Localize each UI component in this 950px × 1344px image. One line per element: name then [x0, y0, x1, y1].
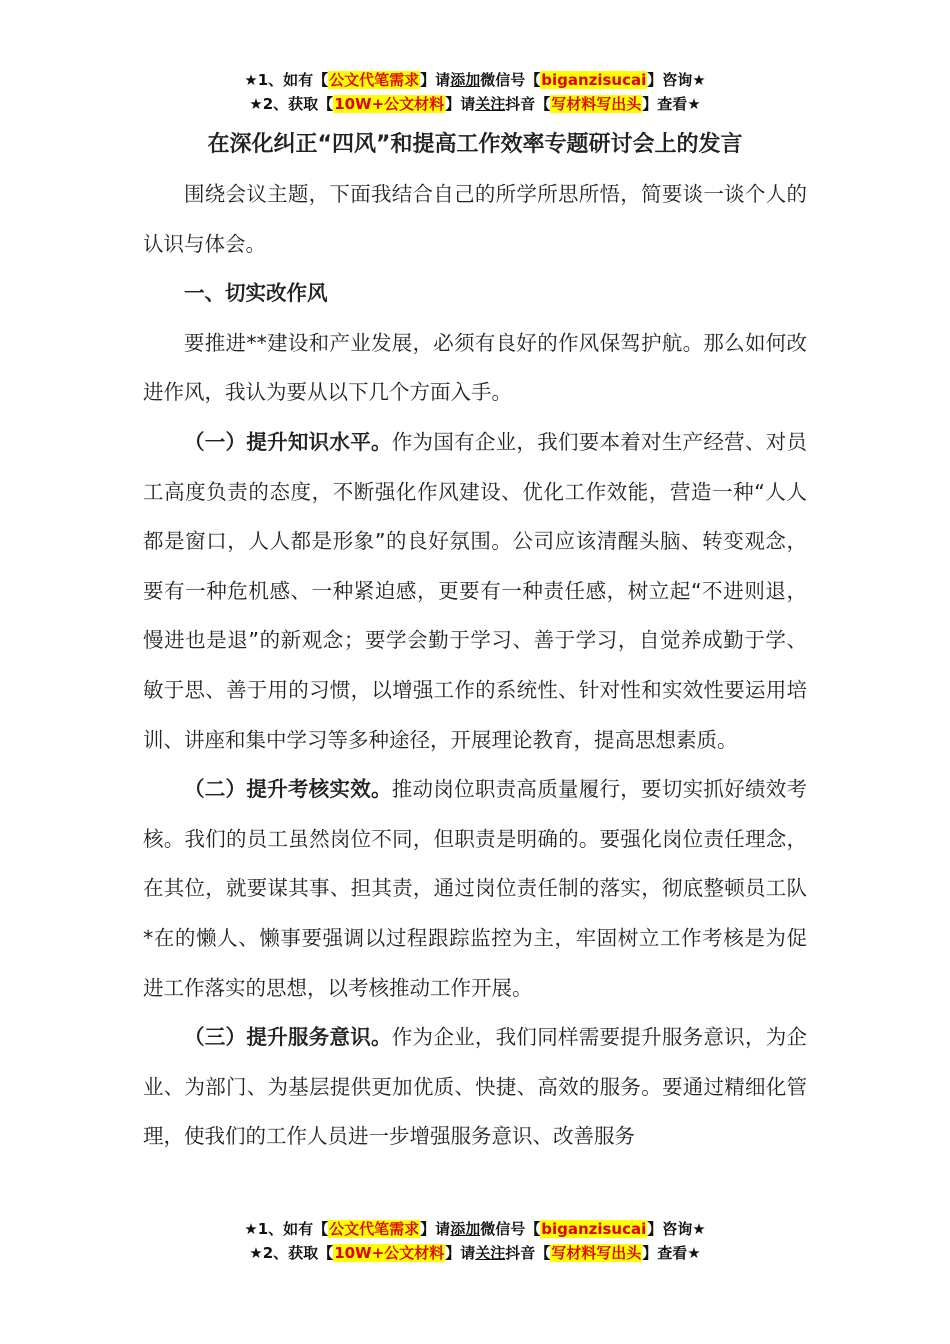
douyin-id-highlight: 写材料写出头	[551, 95, 642, 113]
underlined-text: 关注	[475, 1244, 506, 1262]
banner-text: ★2、获取【	[249, 1244, 334, 1262]
banner-line-2	[0, 92, 950, 116]
banner-text: 】请	[420, 1220, 451, 1238]
banner-text: 】查看★	[642, 1244, 701, 1262]
banner-text: 抖音【	[505, 1244, 551, 1262]
underlined-text: 关注	[475, 95, 506, 113]
item-text: 作为企业，我们同样需要提升服务意识，为企业、为部门、为基层提供更加优质、快捷、高效的服务。要通过精细化管理，使我们的工作人员进一步增强服务意识、改善服务	[143, 1025, 808, 1149]
banner-text: 微信号【	[480, 1220, 541, 1238]
section-intro-paragraph: 要推进**建设和产业发展，必须有良好的作风保驾护航。那么如何改进作风，我认为要从以下几个方面入手。	[143, 330, 807, 405]
item-text: 推动岗位职责高质量履行，要切实抓好绩效考核。我们的员工虽然岗位不同，但职责是明确的。要强化岗位责任理念，在其位，就要谋其事、担其责，通过岗位责任制的落实，彻底整顿员工队*在的懒人、懒事要强调以过程跟踪监控为主，牢固树立工作考核是为促进工作落实的思想，以考核推动工作开展。	[143, 777, 808, 1000]
highlight-text: 10W+公文材料	[334, 1244, 445, 1262]
top-banner	[0, 68, 950, 116]
section-heading: 一、切实改作风	[184, 281, 328, 306]
item-paragraph-1	[143, 418, 807, 765]
highlight-text: 10W+公文材料	[334, 95, 445, 113]
item-lead: （一）提升知识水平。	[184, 429, 392, 454]
wechat-id-highlight: biganzisucai	[541, 71, 647, 89]
banner-line-1	[0, 1217, 950, 1241]
banner-text: 】请	[420, 71, 451, 89]
wechat-id-highlight: biganzisucai	[541, 1220, 647, 1238]
banner-text: 微信号【	[480, 71, 541, 89]
banner-line-1	[0, 68, 950, 92]
item-paragraph-2	[143, 765, 807, 1013]
item-lead: （二）提升考核实效。	[184, 777, 392, 802]
highlight-text: 公文代笔需求	[329, 71, 420, 89]
banner-text: 】请	[445, 95, 476, 113]
item-paragraph-3	[143, 1013, 807, 1162]
banner-line-2	[0, 1241, 950, 1265]
banner-text: 】请	[445, 1244, 476, 1262]
item-lead: （三）提升服务意识。	[184, 1025, 392, 1050]
intro-paragraph: 围绕会议主题，下面我结合自己的所学所思所悟，简要谈一谈个人的认识与体会。	[143, 182, 807, 256]
bottom-banner	[0, 1217, 950, 1265]
banner-text: 】咨询★	[647, 1220, 706, 1238]
douyin-id-highlight: 写材料写出头	[551, 1244, 642, 1262]
banner-text: ★1、如有【	[244, 71, 329, 89]
banner-text: 】咨询★	[647, 71, 706, 89]
document-body	[143, 170, 807, 1162]
underlined-text: 添加	[450, 1220, 481, 1238]
document-title: 在深化纠正“四风”和提高工作效率专题研讨会上的发言	[207, 132, 743, 157]
banner-text: 抖音【	[505, 95, 551, 113]
item-text: 作为国有企业，我们要本着对生产经营、对员工高度负责的态度，不断强化作风建设、优化工作效能，营造一种“人人都是窗口，人人都是形象”的良好氛围。公司应该清醒头脑、转变观念，要有一种危机感、一种紧迫感，更要有一种责任感，树立起“不进则退，慢进也是退”的新观念；要学会勤于学习、善于学习，自觉养成勤于学、敏于思、善于用的习惯，以增强工作的系统性、针对性和实效性要运用培训、讲座和集中学习等多种途径，开展理论教育，提高思想素质。	[143, 429, 808, 752]
highlight-text: 公文代笔需求	[329, 1220, 420, 1238]
banner-text: ★2、获取【	[249, 95, 334, 113]
banner-text: 】查看★	[642, 95, 701, 113]
underlined-text: 添加	[450, 71, 481, 89]
banner-text: ★1、如有【	[244, 1220, 329, 1238]
